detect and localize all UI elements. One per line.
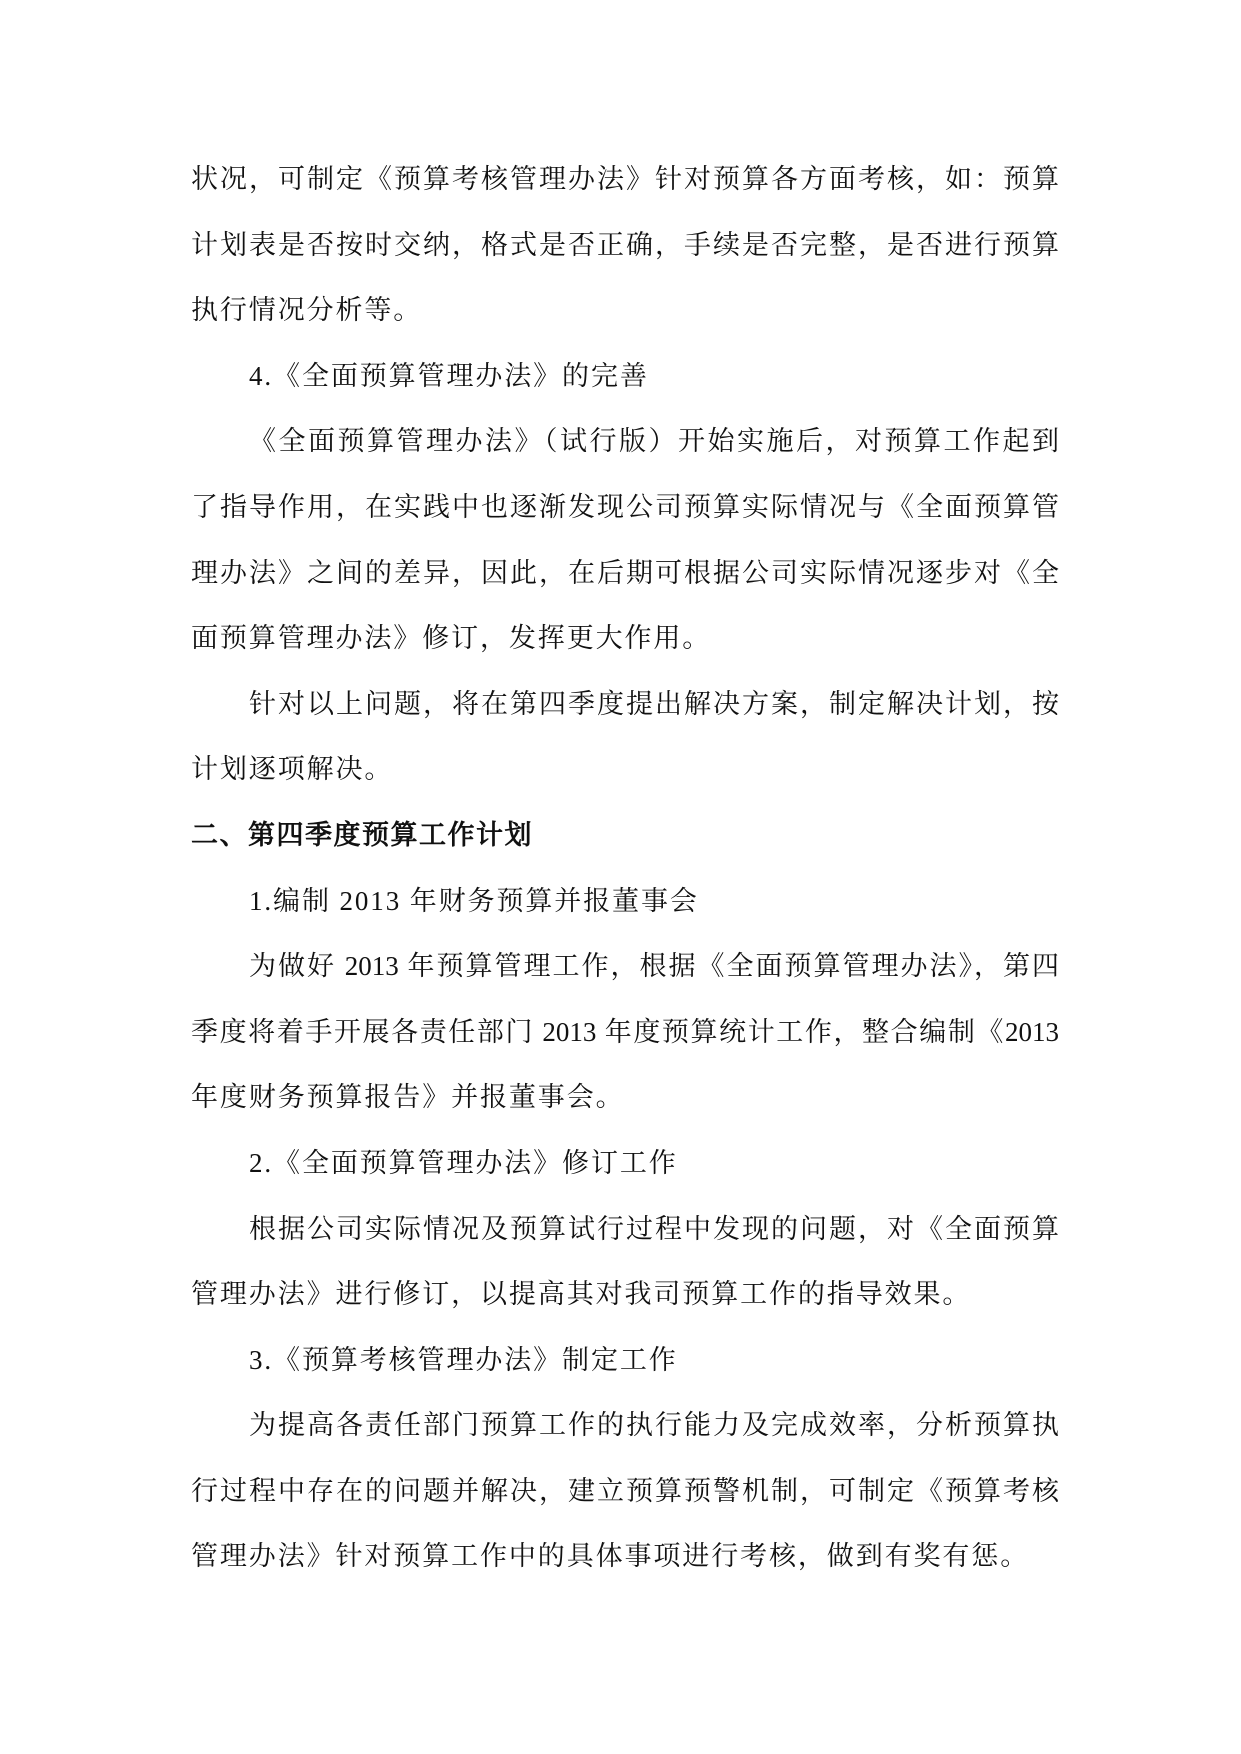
- item-2-paragraph: [191, 1197, 1059, 1328]
- item-4-paragraph: [191, 409, 1059, 671]
- paragraph-line: 根据公司实际情况及预算试行过程中发现的问题，对《全面预算: [249, 1213, 1059, 1244]
- paragraph-line: 为做好 2013 年预算管理工作，根据《全面预算管理办法》，第四: [249, 951, 1059, 982]
- paragraph-line: 管理办法》进行修订，以提高其对我司预算工作的指导效果。: [191, 1279, 972, 1310]
- paragraph-line: 状况，可制定《预算考核管理办法》针对预算各方面考核，如：预算: [191, 164, 1059, 194]
- paragraph-line: 年度财务预算报告》并报董事会。: [191, 1082, 625, 1113]
- section-heading: 二、第四季度预算工作计划: [191, 819, 533, 850]
- paragraph-line: 行过程中存在的问题并解决，建立预算预警机制，可制定《预算考核: [191, 1475, 1059, 1506]
- paragraph-line: 了指导作用，在实践中也逐渐发现公司预算实际情况与《全面预算管: [191, 491, 1059, 522]
- paragraph-line: 面预算管理办法》修订，发挥更大作用。: [191, 623, 712, 654]
- paragraph-line: 《全面预算管理办法》（试行版）开始实施后，对预算工作起到: [249, 426, 1059, 457]
- item-heading: 1.编制 2013 年财务预算并报董事会: [249, 885, 699, 916]
- paragraph-line: 管理办法》针对预算工作中的具体事项进行考核，做到有奖有惩。: [191, 1541, 1030, 1572]
- item-heading: 3.《预算考核管理办法》制定工作: [249, 1344, 678, 1375]
- item-heading: 2.《全面预算管理办法》修订工作: [249, 1147, 678, 1178]
- assessment-paragraph: [191, 147, 1059, 344]
- paragraph-line: 理办法》之间的差异，因此，在后期可根据公司实际情况逐步对《全: [191, 557, 1059, 588]
- item-heading: 4.《全面预算管理办法》的完善: [249, 360, 649, 391]
- paragraph-line: 计划表是否按时交纳，格式是否正确，手续是否完整，是否进行预算: [191, 229, 1059, 260]
- paragraph-line: 计划逐项解决。: [191, 754, 394, 785]
- closing-paragraph: [191, 672, 1059, 803]
- paragraph-line: 季度将着手开展各责任部门 2013 年度预算统计工作，整合编制《2013: [191, 1016, 1059, 1047]
- item-3-paragraph: [191, 1393, 1059, 1590]
- paragraph-line: 执行情况分析等。: [191, 295, 423, 326]
- paragraph-line: 针对以上问题，将在第四季度提出解决方案，制定解决计划，按: [249, 688, 1059, 719]
- page-body: [191, 147, 1059, 1590]
- item-1-paragraph: [191, 934, 1059, 1131]
- paragraph-line: 为提高各责任部门预算工作的执行能力及完成效率，分析预算执: [249, 1410, 1059, 1441]
